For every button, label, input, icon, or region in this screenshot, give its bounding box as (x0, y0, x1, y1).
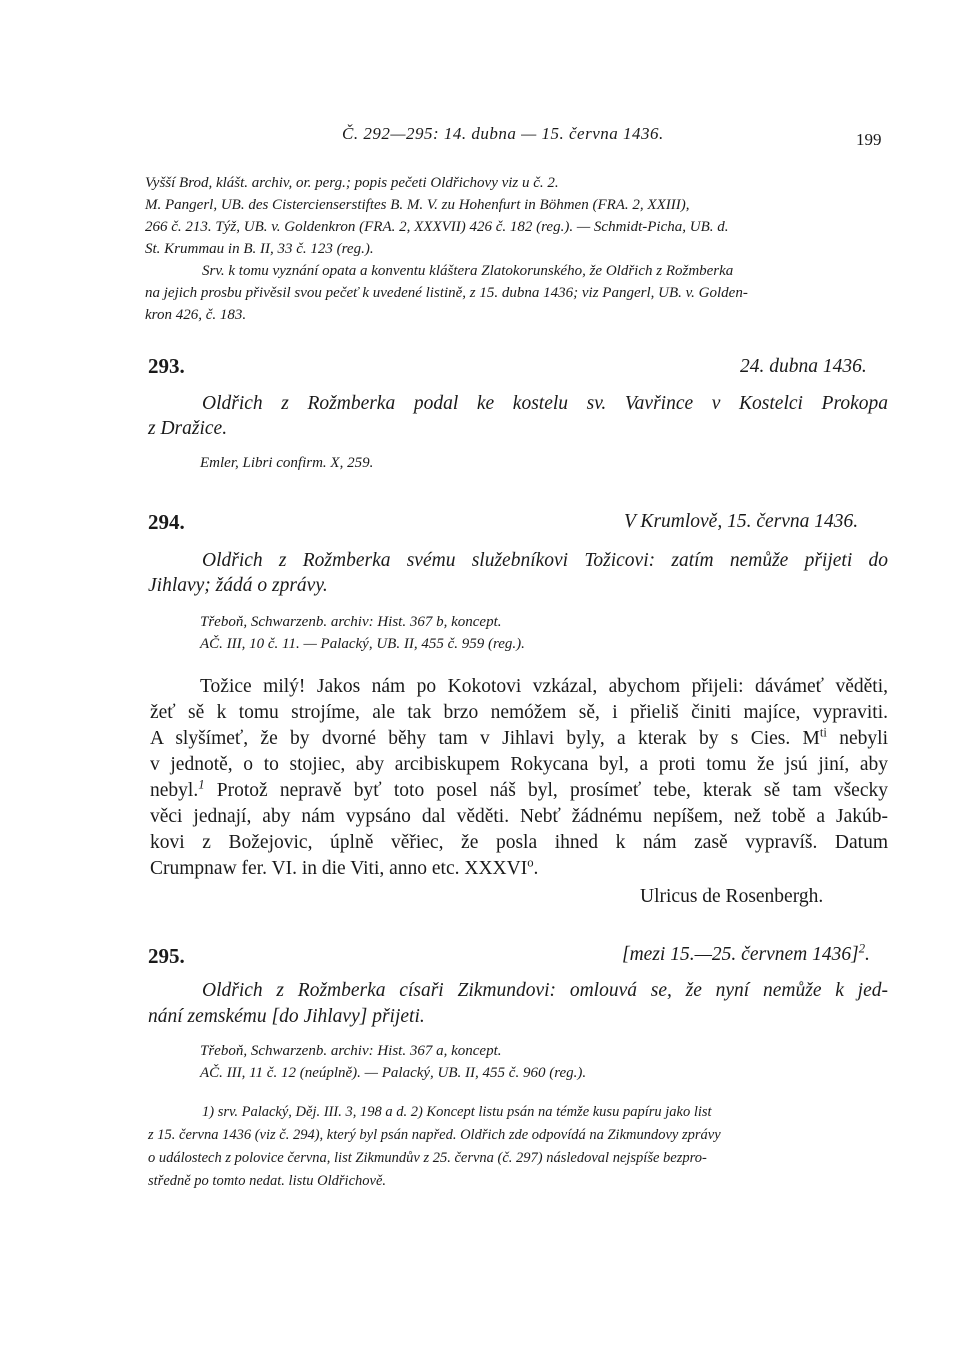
doc-293-regest: z Dražice. (148, 418, 228, 439)
letter-text-line (150, 777, 888, 802)
doc-295-source: AČ. III, 11 č. 12 (neúplně). — Palacký, UB. II, 455 č. 960 (reg.). (200, 1065, 587, 1081)
page-number: 199 (856, 130, 882, 149)
prev-source-line: na jejich prosbu přivěsil svou pečeť k uvedené listině, z 15. dubna 1436; viz Pangerl, UB. v. Golden- (145, 285, 748, 301)
letter-text-segment: Protož nepravě byť toto posel náš byl, prosímeť tebe, kterak sě tam všecky (204, 780, 888, 801)
letter-text-line: žeť sě k tomu strojíme, ale tak brzo nemóžem sě, i přieliš činiti majíce, vypraviti. (150, 702, 888, 723)
footnote-marker: 2 (858, 941, 866, 956)
doc-293-regest: Oldřich z Rožmberka podal ke kostelu sv. Vavřince v Kostelci Prokopa (202, 393, 888, 414)
footnote-marker: 1 (198, 777, 205, 792)
letter-text-line: kovi z Božejovic, úplně věřiec, že posla ihned k nám zasě vypravíš. Datum (150, 832, 888, 853)
superscript: ti (819, 725, 827, 740)
letter-text-line: Tožice milý! Jakos nám po Kokotovi vzkázal, abychom přijeli: dávámeť věděti, (200, 676, 888, 697)
superscript: o (527, 855, 534, 870)
prev-source-line: M. Pangerl, UB. des Cistercienserstiftes B. M. V. zu Hohenfurt in Böhmen (FRA. 2, XXIII), (145, 197, 690, 213)
letter-text-segment: A slyšímeť, že by dvorné běhy tam v Jihlavi byly, a kterak by s Cies. M (150, 728, 820, 749)
doc-293-date: 24. dubna 1436. (740, 356, 867, 377)
footnote-line: o událostech z polovice června, list Zikmundův z 25. června (č. 297) následoval nejspíše bezpro- (148, 1150, 707, 1166)
doc-294-source: Třeboň, Schwarzenb. archiv: Hist. 367 b, koncept. (200, 614, 502, 630)
letter-text-line (150, 725, 888, 750)
signature: Ulricus de Rosenbergh. (640, 886, 824, 907)
running-head: Č. 292—295: 14. dubna — 15. června 1436. (342, 124, 664, 143)
doc-295-regest: Oldřich z Rožmberka císaři Zikmundovi: omlouvá se, že nyní nemůže k jed- (202, 980, 888, 1001)
doc-293-number: 293. (148, 354, 185, 378)
footnote-line: z 15. června 1436 (viz č. 294), který byl psán napřed. Oldřich zde odpovídá na Zikmundovy zprávy (148, 1127, 721, 1143)
doc-295-date-end: . (865, 944, 870, 965)
doc-294-source: AČ. III, 10 č. 11. — Palacký, UB. II, 455 č. 959 (reg.). (200, 636, 525, 652)
letter-text-line: v jednotě, o to stojiec, aby arcibiskupem Rokycana byl, a proti tomu že jsú jiní, aby (150, 754, 888, 775)
footnote-line: středně po tomto nedat. listu Oldřichově. (148, 1173, 387, 1189)
doc-295-source: Třeboň, Schwarzenb. archiv: Hist. 367 a, koncept. (200, 1043, 502, 1059)
prev-source-line: kron 426, č. 183. (145, 307, 247, 323)
letter-text-line (150, 855, 888, 880)
prev-source-line: 266 č. 213. Týž, UB. v. Goldenkron (FRA. 2, XXXVII) 426 č. 182 (reg.). — Schmidt-Picha, UB. d. (145, 219, 729, 235)
letter-text-segment: . (533, 858, 539, 879)
prev-source-line: St. Krummau in B. II, 33 č. 123 (reg.). (145, 241, 374, 257)
footnote-line: 1) srv. Palacký, Děj. III. 3, 198 a d. 2) Koncept listu psán na témže kusu papíru jako list (202, 1104, 712, 1120)
letter-text-line: věci jednají, aby nám vypsáno dal věděti. Nebť žádnému nepíšem, než tobě a Jakúb- (150, 806, 888, 827)
letter-text-segment: nebyli (826, 728, 888, 749)
doc-294-regest: Oldřich z Rožmberka svému služebníkovi Tožicovi: zatím nemůže přijeti do (202, 550, 888, 571)
letter-text-segment: Crumpnaw fer. VI. in die Viti, anno etc. XXXVI (150, 858, 528, 879)
doc-295-number: 295. (148, 944, 185, 968)
prev-source-line: Srv. k tomu vyznání opata a konventu kláštera Zlatokorunského, že Oldřich z Rožmberka (202, 263, 734, 279)
doc-294-number: 294. (148, 510, 185, 534)
doc-295-date (622, 941, 870, 966)
doc-294-date: V Krumlově, 15. června 1436. (624, 511, 859, 532)
doc-295-date-text: [mezi 15.—25. červnem 1436] (622, 944, 859, 965)
letter-text-segment: nebyl. (150, 780, 199, 801)
doc-294-regest: Jihlavy; žádá o zprávy. (148, 575, 328, 596)
doc-295-regest: nání zemskému [do Jihlavy] přijeti. (148, 1006, 425, 1027)
doc-293-source: Emler, Libri confirm. X, 259. (200, 455, 374, 471)
prev-source-line: Vyšší Brod, klášt. archiv, or. perg.; popis pečeti Oldřichovy viz u č. 2. (145, 175, 559, 191)
